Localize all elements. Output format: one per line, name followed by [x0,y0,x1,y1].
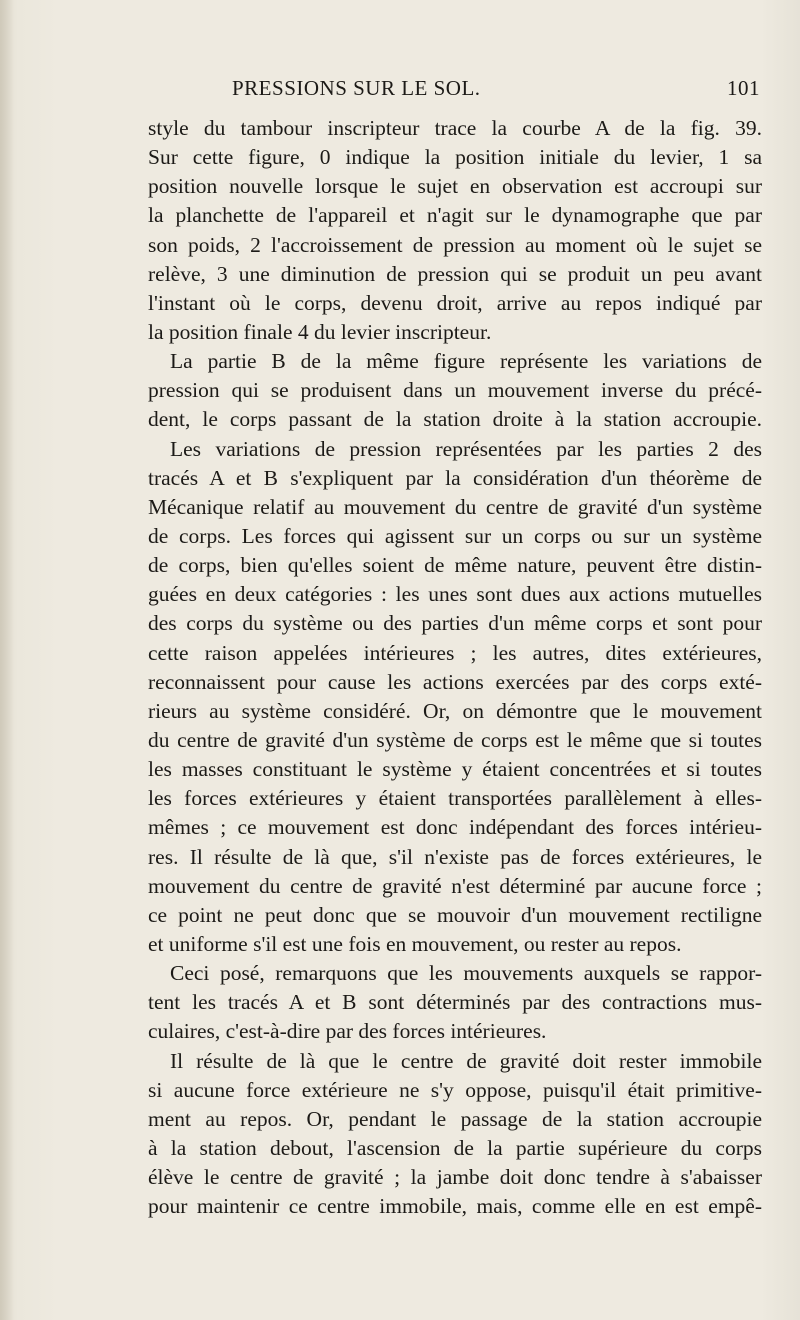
body-text [148,114,762,1221]
text-line-19: cette raison appelées intérieures ; les autres, dites extérieures, [148,640,762,665]
text-line-16: de corps, bien qu'elles soient de même nature, peuvent être distin- [148,553,762,578]
text-line-31: tent les tracés A et B sont déterminés par des contractions mus- [148,990,762,1015]
text-line-35: ment au repos. Or, pendant le passage de la station accroupie [148,1106,762,1131]
text-line-38: pour maintenir ce centre immobile, mais, comme elle en est empê- [148,1194,762,1219]
text-line-13: tracés A et B s'expliquent par la considération d'un théorème de [148,465,762,490]
text-line-29: et uniforme s'il est une fois en mouvement, ou rester au repos. [148,931,682,956]
text-line-5: son poids, 2 l'accroissement de pression au moment où le sujet se [148,232,762,257]
text-line-1: style du tambour inscripteur trace la courbe A de la fig. 39. [148,116,762,140]
text-line-15: de corps. Les forces qui agissent sur un corps ou sur un système [148,523,762,548]
text-line-20: reconnaissent pour cause les actions exercées par des corps exté- [148,669,762,694]
text-line-9: La partie B de la même figure représente les variations de [170,349,762,374]
text-line-24: les forces extérieures y étaient transportées parallèlement à elles- [148,786,762,811]
text-line-4: la planchette de l'appareil et n'agit sur le dynamographe que par [148,203,762,228]
text-line-21: rieurs au système considéré. Or, on démontre que le mouvement [148,698,762,723]
text-line-34: si aucune force extérieure ne s'y oppose, puisqu'il était primitive- [148,1077,762,1102]
text-line-18: des corps du système ou des parties d'un même corps et sont pour [148,611,762,636]
running-head [232,76,760,102]
text-line-8: la position finale 4 du levier inscripteur. [148,319,492,344]
text-line-26: res. Il résulte de là que, s'il n'existe pas de forces extérieures, le [148,844,762,869]
text-line-28: ce point ne peut donc que se mouvoir d'un mouvement rectiligne [148,902,762,927]
text-line-33: Il résulte de là que le centre de gravité doit rester immobile [170,1048,762,1073]
text-line-36: à la station debout, l'ascension de la partie supérieure du corps [148,1135,762,1160]
text-line-14: Mécanique relatif au mouvement du centre de gravité d'un système [148,494,762,519]
text-line-32: culaires, c'est-à-dire par des forces intérieures. [148,1019,547,1044]
text-line-11: dent, le corps passant de la station droite à la station accroupie. [148,407,762,432]
text-line-37: élève le centre de gravité ; la jambe doit donc tendre à s'abaisser [148,1165,762,1190]
text-line-25: mêmes ; ce mouvement est donc indépendant des forces intérieu- [148,815,762,840]
text-line-7: l'instant où le corps, devenu droit, arrive au repos indiqué par [148,290,762,315]
text-line-17: guées en deux catégories : les unes sont dues aux actions mutuelles [148,582,762,607]
text-line-6: relève, 3 une diminution de pression qui se produit un peu avant [148,261,762,286]
text-line-3: position nouvelle lorsque le sujet en observation est accroupi sur [148,174,762,199]
text-line-2: Sur cette figure, 0 indique la position initiale du levier, 1 sa [148,145,762,170]
text-line-23: les masses constituant le système y étaient concentrées et si toutes [148,757,762,782]
binding-shadow [0,0,14,1320]
text-line-12: Les variations de pression représentées par les parties 2 des [170,436,762,461]
text-line-10: pression qui se produisent dans un mouvement inverse du précé- [148,378,762,403]
text-line-27: mouvement du centre de gravité n'est déterminé par aucune force ; [148,873,762,898]
running-title: PRESSIONS SUR LE SOL. [232,76,481,100]
page-number: 101 [727,76,760,100]
text-line-22: du centre de gravité d'un système de corps est le même que si toutes [148,727,762,752]
text-line-30: Ceci posé, remarquons que les mouvements auxquels se rappor- [170,961,762,986]
